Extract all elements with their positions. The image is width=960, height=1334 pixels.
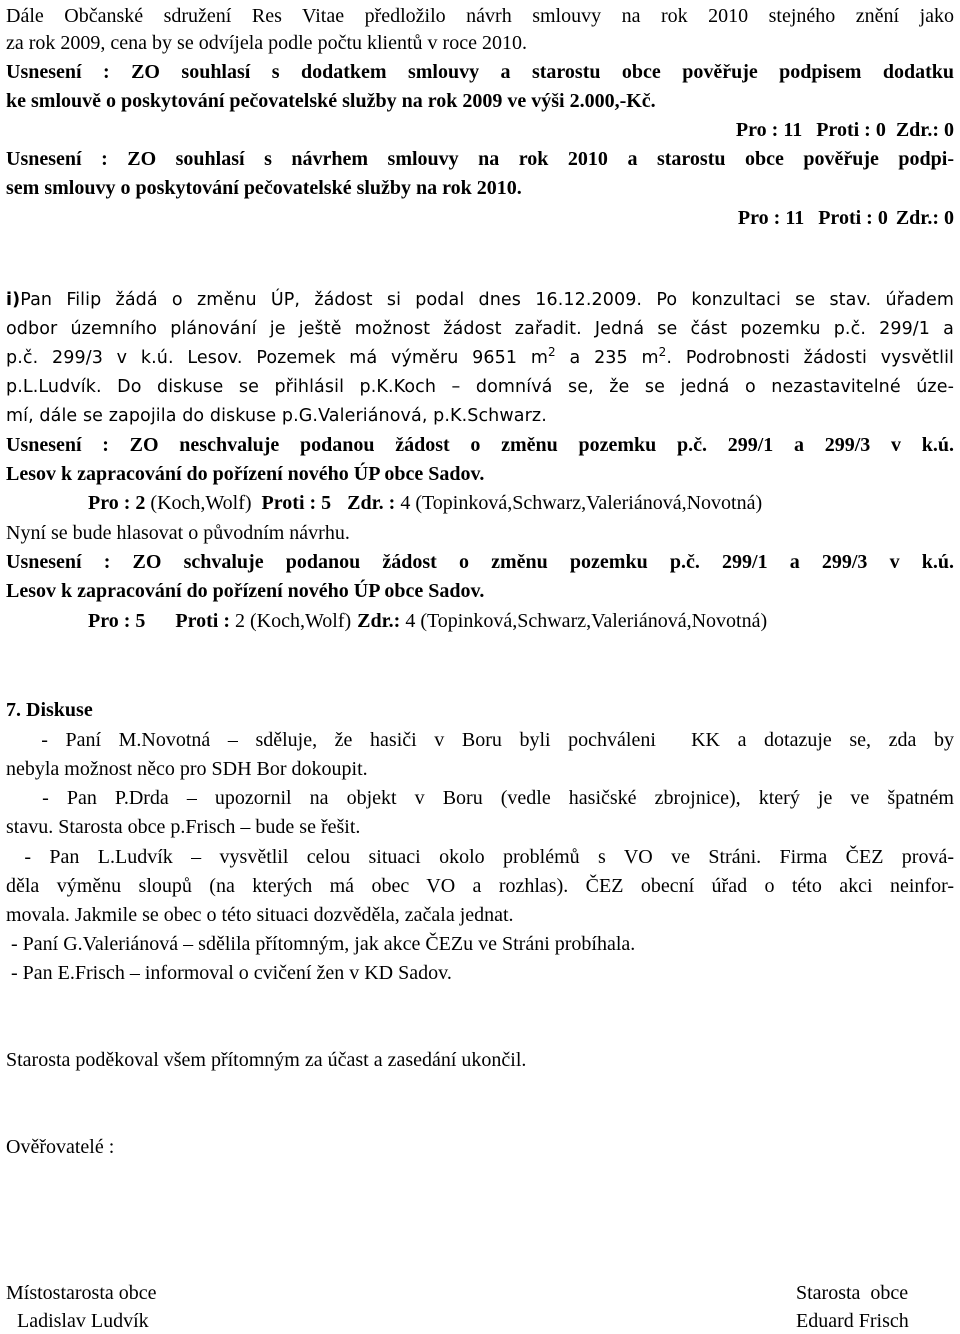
text: Eduard Frisch [796, 1310, 909, 1332]
resolution-line [6, 59, 954, 85]
text: nebyla možnost něco pro SDH Bor dokoupit. [6, 758, 368, 780]
text: Ověřovatelé : [6, 1136, 115, 1158]
text: - Pan P.Drda – upozornil na objekt v Boru (vedle hasičské zbrojnice), který je ve špatném [6, 787, 954, 809]
text: sem smlouvy o poskytování pečovatelské služby na rok 2010. [6, 177, 522, 199]
vote-proti-value: 5 [321, 492, 332, 514]
resolution-line [6, 549, 954, 575]
discussion-line [6, 960, 954, 986]
text: mí, dále se zapojila do diskuse p.G.Valeriánová, p.K.Schwarz. [6, 406, 547, 426]
resolution-line [6, 578, 954, 604]
resolution-line [6, 88, 954, 114]
text: stavu. Starosta obce p.Frisch – bude se řešit. [6, 816, 361, 838]
text: . Podrobnosti žádosti vysvětlil [666, 348, 954, 368]
discussion-line [6, 873, 954, 899]
superscript: 2 [658, 345, 667, 360]
vote-zdr-label: Zdr.: [357, 610, 406, 632]
vote-line [88, 490, 954, 516]
vote-zdr-value: 4 [405, 610, 416, 632]
paragraph-line [6, 3, 954, 29]
vote-pro-label: Pro : [735, 119, 784, 141]
text: odbor územního plánování je ještě možnost žádost zařadit. Jedná se část pozemku p.č. 299/1 a [6, 319, 954, 339]
text: - Pan E.Frisch – informoval o cvičení žen v KD Sadov. [6, 962, 452, 984]
vote-zdr-label: Zdr.: [895, 207, 944, 229]
text: Usnesení : ZO souhlasí s návrhem smlouvy na rok 2010 a starostu obce pověřuje podpi- [6, 148, 954, 170]
superscript: 2 [548, 345, 556, 360]
discussion-line [6, 844, 954, 870]
item-marker: i) [6, 290, 21, 310]
signature-left-name [17, 1308, 149, 1334]
vote-line [6, 205, 954, 231]
text: 7. Diskuse [6, 699, 93, 721]
vote-zdr-names: (Topinková,Schwarz,Valeriánová,Novotná) [415, 610, 768, 632]
signature-right-name [796, 1308, 909, 1334]
text: - Paní M.Novotná – sděluje, že hasiči v Boru byli pochváleni KK a dotazuje se, zda by [6, 729, 954, 751]
vote-pro-value: 2 [135, 492, 146, 514]
vote-pro-label: Pro : [88, 492, 136, 514]
text: Ladislav Ludvík [17, 1310, 149, 1332]
discussion-line [6, 727, 954, 753]
vote-line [88, 608, 954, 634]
vote-pro-value: 5 [135, 610, 146, 632]
vote-pro-label: Pro : [737, 207, 786, 229]
text: Usnesení : ZO neschvaluje podanou žádost o změnu pozemku p.č. 299/1 a 299/3 v k.ú. [6, 434, 954, 456]
closing-line [6, 1047, 954, 1073]
text: za rok 2009, cena by se odvíjela podle počtu klientů v roce 2010. [6, 32, 527, 54]
text: p.č. 299/3 v k.ú. Lesov. Pozemek má výměru 9651 m [6, 348, 548, 368]
paragraph-line [6, 345, 954, 371]
paragraph-line [6, 30, 954, 56]
paragraph-line [6, 520, 954, 546]
vote-line [6, 117, 954, 143]
vote-proti-value: 0 [875, 119, 886, 141]
text: Usnesení : ZO schvaluje podanou žádost o změnu pozemku p.č. 299/1 a 299/3 v k.ú. [6, 551, 954, 573]
signature-left-title [6, 1280, 157, 1306]
text: - Pan L.Ludvík – vysvětlil celou situaci okolo problémů s VO ve Stráni. Firma ČEZ prová- [6, 846, 954, 868]
vote-zdr-value: 4 [400, 492, 411, 514]
vote-zdr-value: 0 [944, 119, 954, 141]
vote-zdr-names: (Topinková,Schwarz,Valeriánová,Novotná) [410, 492, 763, 514]
vote-proti-label: Proti : [818, 207, 878, 229]
discussion-line [6, 814, 954, 840]
signature-right-title [796, 1280, 908, 1306]
paragraph-line [6, 316, 954, 342]
text: - Paní G.Valeriánová – sdělila přítomným, jak akce ČEZu ve Stráni probíhala. [6, 933, 636, 955]
text: ke smlouvě o poskytování pečovatelské služby na rok 2009 ve výši 2.000,-Kč. [6, 90, 656, 112]
vote-proti-label: Proti : [261, 492, 322, 514]
text: Starosta poděkoval všem přítomným za účast a zasedání ukončil. [6, 1049, 527, 1071]
vote-pro-names: (Koch,Wolf) [145, 492, 252, 514]
vote-zdr-value: 0 [944, 207, 954, 229]
vote-proti-label: Proti : [175, 610, 236, 632]
resolution-line [6, 146, 954, 172]
text: Lesov k zapracování do pořízení nového ÚP obce Sadov. [6, 580, 485, 602]
text: Dále Občanské sdružení Res Vitae předložilo návrh smlouvy na rok 2010 stejného znění jako [6, 5, 954, 27]
section-heading [6, 697, 954, 723]
paragraph-line [6, 403, 954, 429]
resolution-line [6, 432, 954, 458]
text: Nyní se bude hlasovat o původním návrhu. [6, 522, 350, 544]
vote-proti-label: Proti : [816, 119, 876, 141]
vote-zdr-label: Zdr.: [895, 119, 944, 141]
text: děla výměnu sloupů (na kterých má obec VO a rozhlas). ČEZ obecní úřad o této akci neinfor- [6, 875, 954, 897]
text: Usnesení : ZO souhlasí s dodatkem smlouvy a starostu obce pověřuje podpisem dodatku [6, 61, 954, 83]
text: p.L.Ludvík. Do diskuse se přihlásil p.K.Koch – domnívá se, že se jedná o nezastavitelné úze- [6, 377, 954, 397]
vote-proti-value: 0 [877, 207, 888, 229]
discussion-line [6, 931, 954, 957]
text: Místostarosta obce [6, 1282, 157, 1304]
discussion-line [6, 902, 954, 928]
vote-pro-label: Pro : [88, 610, 136, 632]
discussion-line [6, 785, 954, 811]
text: a 235 m [555, 348, 659, 368]
paragraph-line [6, 287, 954, 313]
resolution-line [6, 175, 954, 201]
vote-proti-names: (Koch,Wolf) [245, 610, 352, 632]
verifiers-label [6, 1134, 954, 1160]
discussion-line [6, 756, 954, 782]
resolution-line [6, 461, 954, 487]
vote-proti-value: 2 [235, 610, 246, 632]
paragraph-line [6, 374, 954, 400]
text: Pan Filip žádá o změnu ÚP, žádost si podal dnes 16.12.2009. Po konzultaci se stav. úřadem [20, 290, 954, 310]
text: movala. Jakmile se obec o této situaci dozvěděla, začala jednat. [6, 904, 514, 926]
vote-pro-value: 11 [783, 119, 803, 141]
text: Lesov k zapracování do pořízení nového ÚP obce Sadov. [6, 463, 485, 485]
text: Starosta obce [796, 1282, 909, 1304]
vote-pro-value: 11 [785, 207, 805, 229]
vote-zdr-label: Zdr. : [347, 492, 401, 514]
